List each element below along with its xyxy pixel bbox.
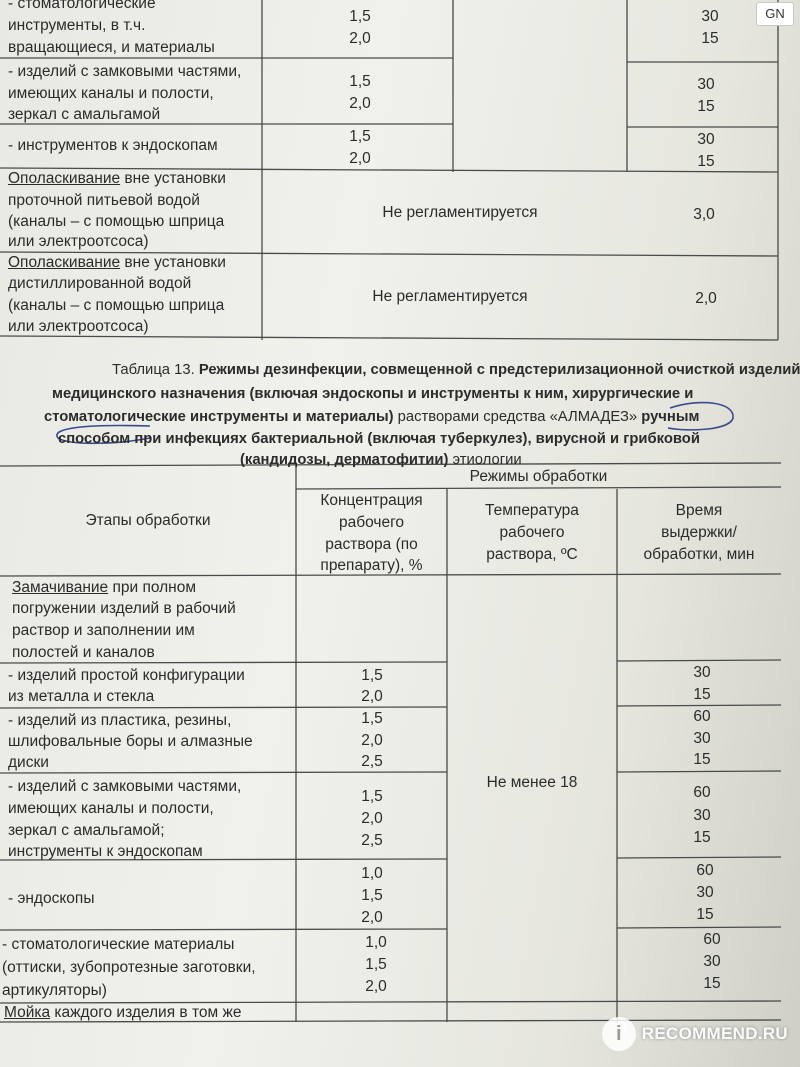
recommend-logo-icon: i bbox=[602, 1017, 636, 1051]
t13-rowD-time-3: 15 bbox=[696, 906, 714, 923]
header-modes: Режимы обработки bbox=[469, 468, 608, 485]
t13-rowD-conc-2: 1,5 bbox=[361, 887, 383, 904]
soak-line2: погружении изделий в рабочий bbox=[12, 600, 236, 617]
top-row3-conc-1: 1,5 bbox=[349, 128, 371, 145]
t13-rowC-time-1: 60 bbox=[693, 784, 711, 801]
recommend-watermark bbox=[602, 1015, 788, 1053]
rinse2-underlined-word: Ополаскивание bbox=[8, 254, 121, 271]
caption-line3: стоматологические инструменты и материалы) растворами средства «АЛМАДЕЗ» ручным bbox=[44, 409, 700, 425]
wash-line1: Мойка каждого изделия в том же bbox=[4, 1004, 242, 1021]
caption-line4: способом при инфекциях бактериальной (включая туберкулез), вирусной и грибковой bbox=[58, 431, 700, 447]
t13-rowB-label-line1: - изделий из пластика, резины, bbox=[8, 712, 232, 729]
top-row5-time: 2,0 bbox=[695, 290, 717, 307]
t13-rowE-conc-2: 1,5 bbox=[365, 956, 387, 973]
top-row1-time-2: 15 bbox=[701, 30, 719, 47]
t13-rowA-time-2: 15 bbox=[693, 686, 711, 703]
header-conc-line1: Концентрация bbox=[320, 492, 423, 509]
top-row2-label-line1: - изделий с замковыми частями, bbox=[8, 63, 242, 80]
top-row2-time-2: 15 bbox=[697, 98, 715, 115]
top-row5-label-line1 bbox=[8, 252, 226, 274]
top-row4-label-line3: (каналы – с помощью шприца bbox=[8, 213, 225, 230]
t13-rowB-time-2: 30 bbox=[693, 730, 711, 747]
top-row2-conc-2: 2,0 bbox=[349, 95, 371, 112]
top-row5-label-line2: дистиллированной водой bbox=[8, 275, 192, 292]
top-row2-label-line2: имеющих каналы и полости, bbox=[8, 85, 214, 102]
top-row2-conc-1: 1,5 bbox=[349, 73, 371, 90]
soak-underlined-word: Замачивание bbox=[12, 579, 109, 596]
top-row4-label-line2: проточной питьевой водой bbox=[8, 192, 200, 209]
caption-line5: (кандидозы, дерматофитии) этиологии bbox=[240, 452, 522, 468]
temperature-value: Не менее 18 bbox=[486, 774, 578, 791]
top-row3-label-line1: - инструментов к эндоскопам bbox=[8, 137, 218, 154]
top-row2-label-line3: зеркал с амальгамой bbox=[8, 106, 161, 123]
recommend-logo-text: RECOMMEND.RU bbox=[641, 1024, 788, 1043]
t13-rowA-label-line1: - изделий простой конфигурации bbox=[8, 667, 245, 684]
rinse-underlined-word: Ополаскивание bbox=[8, 170, 121, 187]
soak-line4: полостей и каналов bbox=[12, 644, 155, 661]
t13-rowB-conc-1: 1,5 bbox=[361, 710, 383, 727]
header-time-line2: выдержки/ bbox=[661, 524, 737, 541]
t13-rowE-label-line2: (оттиски, зубопротезные заготовки, bbox=[2, 959, 256, 976]
wash-underlined-word: Мойка bbox=[4, 1004, 51, 1021]
top-row3-time-1: 30 bbox=[697, 131, 715, 148]
header-temp-line1: Температура bbox=[485, 502, 579, 519]
t13-rowE-time-3: 15 bbox=[703, 975, 721, 992]
rinse-rest: вне установки bbox=[120, 170, 226, 187]
top-row3-time-2: 15 bbox=[697, 153, 715, 170]
top-row4-time: 3,0 bbox=[693, 206, 715, 223]
t13-rowA-conc-1: 1,5 bbox=[361, 667, 383, 684]
t13-rowE-label-line3: артикуляторы) bbox=[2, 982, 107, 999]
top-row4-not-regulated: Не регламентируется bbox=[382, 204, 538, 221]
t13-rowD-conc-1: 1,0 bbox=[361, 865, 383, 882]
t13-rowB-conc-2: 2,0 bbox=[361, 732, 383, 749]
caption-prefix: Таблица 13. bbox=[112, 362, 199, 378]
top-row5-label-line4: или электроотсоса) bbox=[8, 318, 149, 335]
top-row5-not-regulated: Не регламентируется bbox=[372, 288, 528, 305]
caption-line1 bbox=[112, 360, 800, 381]
t13-rowD-time-1: 60 bbox=[696, 862, 714, 879]
top-row4-label-line4: или электроотсоса) bbox=[8, 233, 149, 250]
t13-rowC-label-line4: инструменты к эндоскопам bbox=[8, 843, 203, 860]
t13-rowD-time-2: 30 bbox=[696, 884, 714, 901]
header-temp-line2: рабочего bbox=[499, 524, 565, 541]
t13-rowC-label-line3: зеркал с амальгамой; bbox=[8, 822, 165, 839]
top-row1-label-line2: инструменты, в т.ч. bbox=[8, 17, 146, 34]
t13-rowD-label-line1: - эндоскопы bbox=[8, 890, 95, 907]
t13-rowA-label-line2: из металла и стекла bbox=[8, 688, 155, 705]
t13-rowA-conc-2: 2,0 bbox=[361, 688, 383, 705]
t13-rowE-label-line1: - стоматологические материалы bbox=[2, 936, 235, 953]
t13-rowB-label-line3: диски bbox=[8, 754, 49, 771]
header-conc-line3: раствора (по bbox=[325, 536, 418, 553]
t13-rowC-time-2: 30 bbox=[693, 807, 711, 824]
t13-rowA-time-1: 30 bbox=[693, 664, 711, 681]
header-time-line1: Время bbox=[675, 502, 723, 519]
top-row1-conc-1: 1,5 bbox=[349, 8, 371, 25]
t13-rowC-label-line2: имеющих каналы и полости, bbox=[8, 800, 214, 817]
top-row1-conc-2: 2,0 bbox=[349, 30, 371, 47]
t13-rowE-time-2: 30 bbox=[703, 953, 721, 970]
t13-rowB-label-line2: шлифовальные боры и алмазные bbox=[8, 733, 253, 750]
t13-rowE-conc-3: 2,0 bbox=[365, 978, 387, 995]
t13-rowC-label-line1: - изделий с замковыми частями, bbox=[8, 778, 242, 795]
rinse2-rest: вне установки bbox=[120, 254, 226, 271]
soak-line1: Замачивание при полном bbox=[12, 579, 197, 596]
top-row2-time-1: 30 bbox=[697, 76, 715, 93]
caption-line2: медицинского назначения (включая эндоскопы и инструменты к ним, хирургические и bbox=[52, 386, 694, 402]
top-row3-conc-2: 2,0 bbox=[349, 150, 371, 167]
caption-title-bold: Режимы дезинфекции, совмещенной с предстерилизационной очисткой изделий bbox=[198, 362, 800, 378]
top-row1-label-line1: - стоматологические bbox=[8, 0, 156, 12]
top-row5-label-line3: (каналы – с помощью шприца bbox=[8, 297, 225, 314]
t13-rowB-time-3: 15 bbox=[693, 751, 711, 768]
t13-rowC-conc-2: 2,0 bbox=[361, 810, 383, 827]
header-stages: Этапы обработки bbox=[85, 512, 211, 529]
t13-rowB-time-1: 60 bbox=[693, 708, 711, 725]
t13-rowC-conc-1: 1,5 bbox=[361, 788, 383, 805]
top-row1-label-line3: вращающиеся, и материалы bbox=[8, 39, 215, 56]
header-conc-line2: рабочего bbox=[338, 514, 405, 531]
soak-line3: раствор и заполнении им bbox=[12, 622, 195, 639]
t13-rowD-conc-3: 2,0 bbox=[361, 909, 383, 926]
top-row4-label-line1 bbox=[8, 168, 226, 190]
t13-rowE-time-1: 60 bbox=[703, 931, 721, 948]
header-conc-line4: препарату), % bbox=[320, 557, 423, 574]
t13-rowC-conc-3: 2,5 bbox=[361, 832, 383, 849]
gn-badge[interactable]: GN bbox=[756, 2, 794, 26]
header-time-line3: обработки, мин bbox=[643, 546, 755, 563]
top-row1-time-1: 30 bbox=[701, 8, 719, 25]
t13-rowE-conc-1: 1,0 bbox=[365, 934, 387, 951]
header-temp-line3: раствора, ºС bbox=[486, 546, 578, 563]
t13-rowC-time-3: 15 bbox=[693, 829, 711, 846]
t13-rowB-conc-3: 2,5 bbox=[361, 753, 383, 770]
